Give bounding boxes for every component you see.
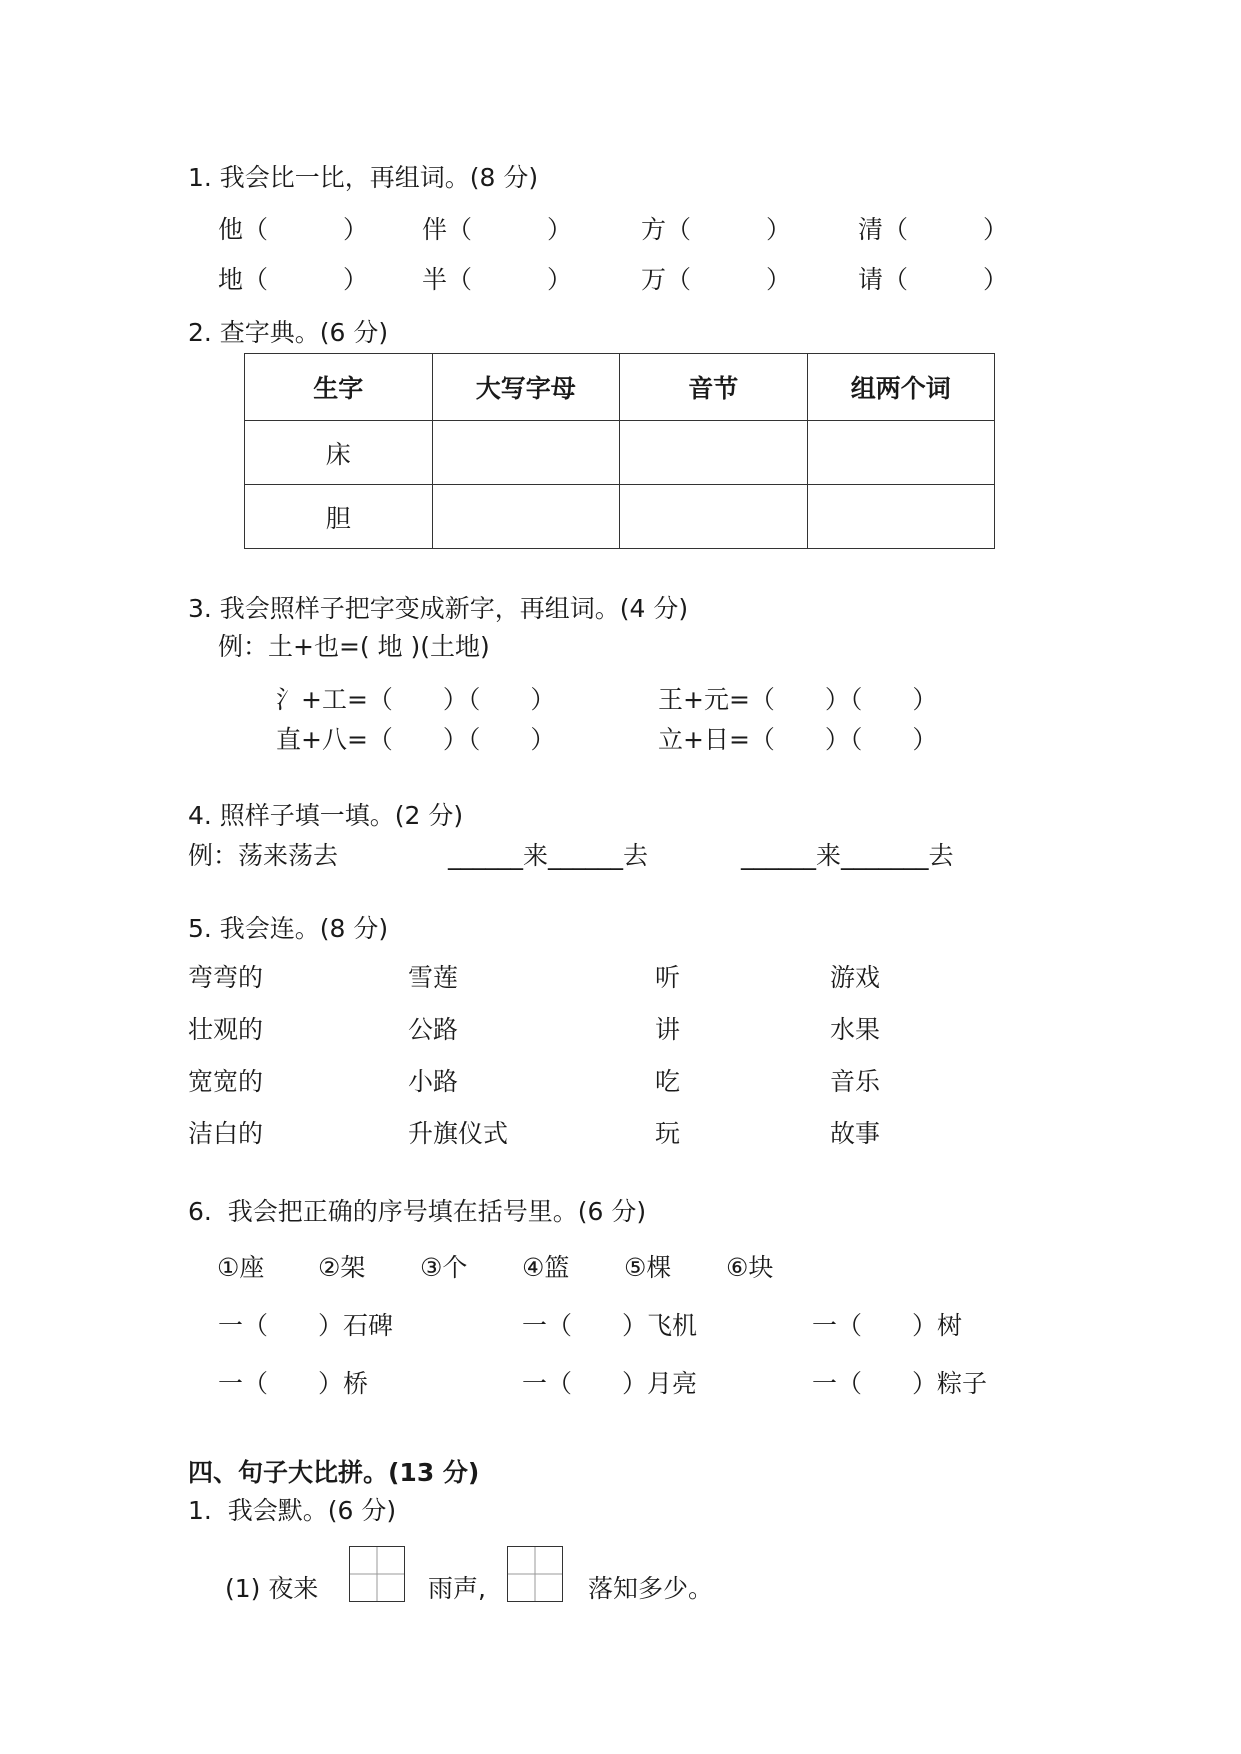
q6-item: 一（ ）桥	[218, 1369, 369, 1398]
q1-item: 方（ ）	[641, 215, 792, 244]
match-item[interactable]: 小路	[408, 1067, 459, 1096]
match-item[interactable]: 宽宽的	[188, 1067, 264, 1096]
writing-grid-box[interactable]	[349, 1546, 405, 1602]
q3-item: 王+元=（ ）（ ）	[658, 685, 938, 714]
q6-option: ⑤棵	[624, 1253, 672, 1282]
s4-q1-title: 1. 我会默。(6 分)	[188, 1496, 397, 1525]
poem-text: (1) 夜来	[225, 1574, 319, 1603]
q5-title: 5. 我会连。(8 分)	[188, 914, 389, 943]
table-header: 音节	[620, 354, 808, 421]
q6-option: ①座	[217, 1253, 265, 1282]
q6-item: 一（ ）飞机	[522, 1311, 698, 1340]
match-item[interactable]: 洁白的	[188, 1119, 264, 1148]
q3-item: 直+八=（ ）（ ）	[276, 725, 556, 754]
q1-title: 1. 我会比一比，再组词。(8 分)	[188, 163, 539, 192]
table-cell-blank[interactable]	[432, 421, 620, 485]
match-item[interactable]: 吃	[655, 1067, 681, 1096]
table-cell-char: 胆	[245, 485, 433, 549]
q6-title: 6. 我会把正确的序号填在括号里。(6 分)	[188, 1197, 647, 1226]
poem-text: 雨声,	[428, 1574, 486, 1603]
q6-option: ③个	[420, 1253, 468, 1282]
dictionary-table	[244, 353, 995, 549]
q4-blank[interactable]: ______来_______去	[741, 841, 954, 870]
q1-item: 他（ ）	[218, 215, 369, 244]
table-cell-blank[interactable]	[432, 485, 620, 549]
table-header-row	[245, 354, 995, 421]
table-cell-blank[interactable]	[807, 485, 995, 549]
table-cell-char: 床	[245, 421, 433, 485]
q6-item: 一（ ）粽子	[812, 1369, 988, 1398]
table-header: 生字	[245, 354, 433, 421]
q6-option: ⑥块	[726, 1253, 774, 1282]
match-item[interactable]: 升旗仪式	[408, 1119, 509, 1148]
q1-item: 清（ ）	[858, 215, 1009, 244]
q3-item: 立+日=（ ）（ ）	[658, 725, 938, 754]
q4-example: 例：荡来荡去	[188, 841, 339, 870]
q6-item: 一（ ）月亮	[522, 1369, 698, 1398]
table-header: 大写字母	[432, 354, 620, 421]
table-cell-blank[interactable]	[620, 421, 808, 485]
q4-title: 4. 照样子填一填。(2 分)	[188, 801, 464, 830]
match-item[interactable]: 游戏	[830, 963, 881, 992]
table-header: 组两个词	[807, 354, 995, 421]
q4-blank[interactable]: ______来______去	[448, 841, 649, 870]
q6-item: 一（ ）石碑	[218, 1311, 394, 1340]
table-cell-blank[interactable]	[807, 421, 995, 485]
q3-item: 氵+工=（ ）（ ）	[276, 685, 556, 714]
q6-option: ④篮	[522, 1253, 570, 1282]
q1-item: 请（ ）	[858, 265, 1009, 294]
q1-item: 地（ ）	[218, 265, 369, 294]
match-item[interactable]: 雪莲	[408, 963, 459, 992]
q1-item: 伴（ ）	[422, 215, 573, 244]
match-item[interactable]: 公路	[408, 1015, 459, 1044]
table-row	[245, 485, 995, 549]
table-row	[245, 421, 995, 485]
q6-item: 一（ ）树	[812, 1311, 963, 1340]
match-item[interactable]: 弯弯的	[188, 963, 264, 992]
match-item[interactable]: 音乐	[830, 1067, 881, 1096]
q3-example: 例：土+也=( 地 )(土地)	[218, 632, 490, 661]
match-item[interactable]: 水果	[830, 1015, 881, 1044]
q2-title: 2. 查字典。(6 分)	[188, 318, 389, 347]
section-heading: 四、句子大比拼。(13 分)	[188, 1458, 480, 1487]
match-item[interactable]: 听	[655, 963, 681, 992]
q3-title: 3. 我会照样子把字变成新字，再组词。(4 分)	[188, 594, 689, 623]
match-item[interactable]: 讲	[655, 1015, 681, 1044]
poem-text: 落知多少。	[588, 1574, 714, 1603]
q6-option: ②架	[318, 1253, 366, 1282]
writing-grid-box[interactable]	[507, 1546, 563, 1602]
match-item[interactable]: 壮观的	[188, 1015, 264, 1044]
match-item[interactable]: 玩	[655, 1119, 681, 1148]
q1-item: 半（ ）	[422, 265, 573, 294]
table-cell-blank[interactable]	[620, 485, 808, 549]
q1-item: 万（ ）	[641, 265, 792, 294]
match-item[interactable]: 故事	[830, 1119, 881, 1148]
